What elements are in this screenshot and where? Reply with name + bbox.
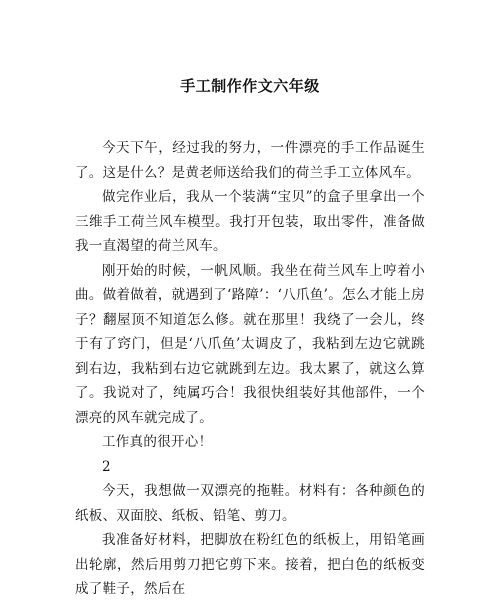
paragraph: 今天，我想做一双漂亮的拖鞋。材料有：各种颜色的纸板、双面胶、纸板、铅笔、剪刀。 <box>75 483 425 524</box>
section-number: 2 <box>102 458 111 475</box>
paragraph: 做完作业后，我从一个装满“宝贝”的盒子里拿出一个三维手工荷兰风车模型。我打开包装，取出零件，准备做我一直渴望的荷兰风车。 <box>75 189 425 254</box>
document-title: 手工制作作文六年级 <box>180 77 320 95</box>
paragraph: 今天下午，经过我的努力，一件漂亮的手工作品诞生了。这是什么？是黄老师送给我们的荷兰手工立体风车。 <box>75 140 425 181</box>
paragraph: 刚开始的时候，一帆风顺。我坐在荷兰风车上哼着小曲。做着做着，就遇到了‘路障’：‘八爪鱼’。怎么才能上房子？翻屋顶不知道怎么修。就在那里！我绕了一会儿，终于有了窍门，但是‘八爪鱼’太调皮了，我粘到左边它就跳到右边，我粘到右边它就跳到左边。我太累了，就这么算了。我说对了，纯属巧合！我很快组装好其他部件，一个漂亮的风车就完成了。 <box>75 262 425 426</box>
paragraph: 工作真的很开心！ <box>102 434 213 450</box>
document-body <box>75 136 425 602</box>
paragraph: 我准备好材料，把脚放在粉红色的纸板上，用铅笔画出轮廓，然后用剪刀把它剪下来。接着，把白色的纸板变成了鞋子，然后在 <box>75 532 425 597</box>
